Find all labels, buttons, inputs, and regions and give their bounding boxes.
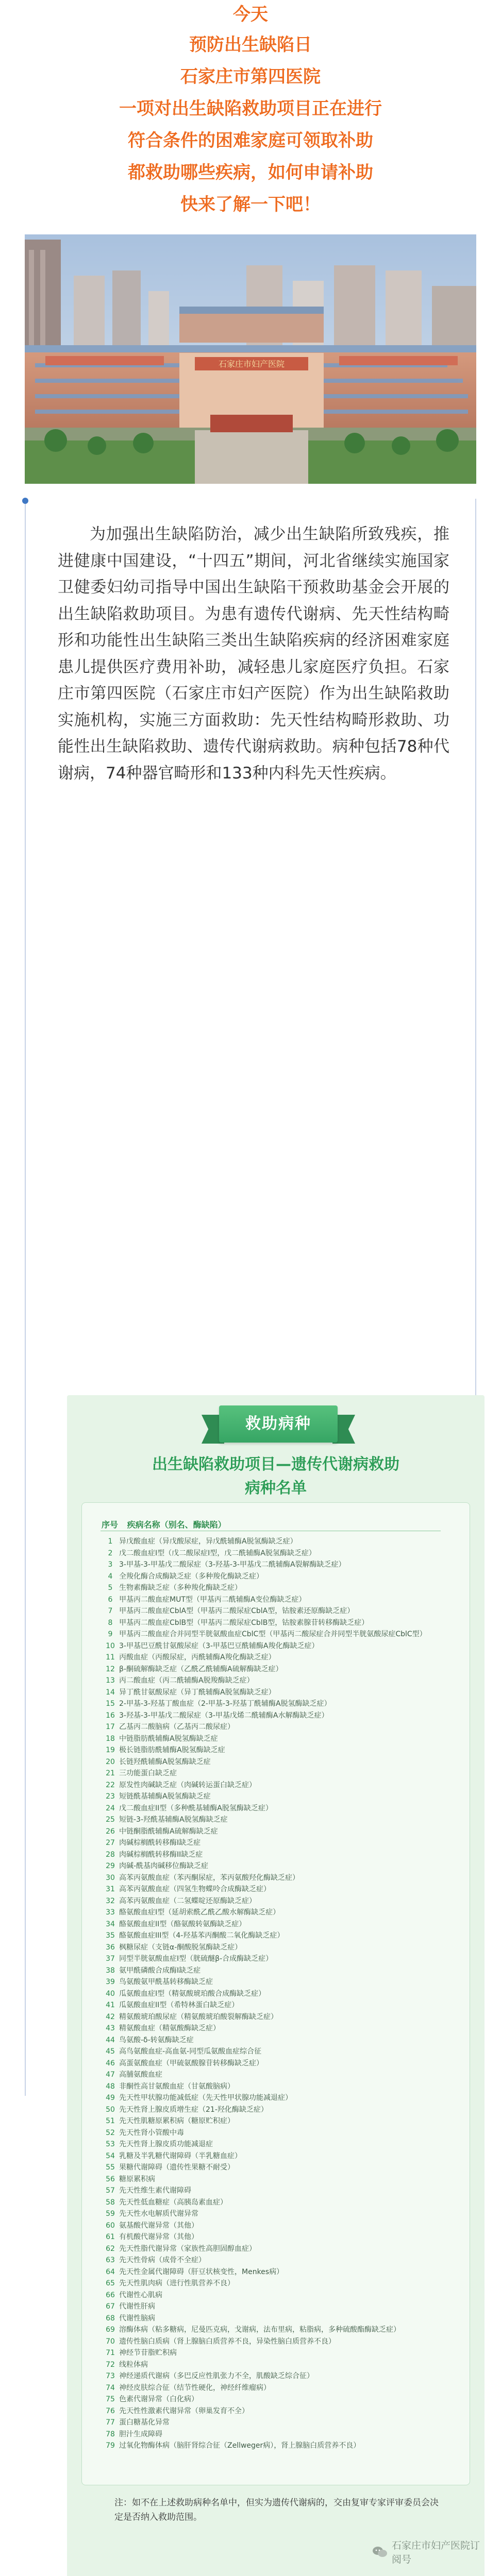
row-number: 5 bbox=[108, 1584, 113, 1592]
table-row bbox=[102, 2336, 462, 2348]
headline-line-5: 符合条件的困难家庭可领取补助 bbox=[128, 130, 373, 151]
row-disease-name: 先天性低血糖症（高胰岛素血症） bbox=[119, 2198, 227, 2207]
row-number: 65 bbox=[106, 2279, 115, 2287]
table-row bbox=[102, 1803, 462, 1815]
row-number: 14 bbox=[106, 1688, 115, 1697]
row-number: 68 bbox=[106, 2314, 115, 2323]
hospital-photo bbox=[25, 234, 476, 484]
row-disease-name: 肉碱-酰基肉碱移位酶缺乏症 bbox=[119, 1862, 209, 1870]
row-number: 44 bbox=[106, 2036, 115, 2044]
row-disease-name: 先天性维生素代谢障碍 bbox=[119, 2187, 191, 2195]
row-disease-name: 3-羟基-3-甲基戊二酸尿症（3-甲基戊烯二酰辅酶A水解酶缺乏症） bbox=[119, 1711, 329, 1720]
table-row bbox=[102, 2069, 462, 2081]
row-disease-name: 色素代谢异常（白化病） bbox=[119, 2395, 198, 2403]
table-row bbox=[102, 2255, 462, 2266]
row-disease-name: 生物素酶缺乏症（多种羧化酶缺乏症） bbox=[119, 1584, 242, 1592]
header-number: 序号 bbox=[102, 1520, 119, 1530]
row-number: 12 bbox=[106, 1665, 115, 1673]
table-row bbox=[102, 1652, 462, 1664]
table-row bbox=[102, 2197, 462, 2209]
table-row bbox=[102, 2382, 462, 2394]
row-number: 72 bbox=[106, 2360, 115, 2369]
row-number: 54 bbox=[106, 2151, 115, 2160]
table-row bbox=[102, 2290, 462, 2301]
row-disease-name: 非酮性高甘氨酸血症（甘氨酸脑病） bbox=[119, 2082, 235, 2091]
table-row bbox=[102, 2243, 462, 2255]
row-number: 40 bbox=[106, 1989, 115, 1998]
row-number: 13 bbox=[106, 1676, 115, 1685]
table-row bbox=[102, 1744, 462, 1756]
intro-paragraph: 为加强出生缺陷防治，减少出生缺陷所致残疾，推进健康中国建设，“十四五”期间，河北省继续实施国家卫健委妇幼司指导中国出生缺陷干预救助基金会开展的出生缺陷救助项目。为患有遗传代谢病、先天性结构畸形和功能性出生缺陷三类出生缺陷疾病的经济困难家庭患儿提供医疗费用补助，减轻患儿家庭医疗负担。石家庄市第四医院（石家庄市妇产医院）作为出生缺陷救助实施机构，实施三方面救助：先天性结构畸形救助、功能性出生缺陷救助、遗传代谢病救助。病种包括78种代谢病，74种器官畸形和133种内科先天性疾病。 bbox=[58, 525, 449, 783]
table-row bbox=[102, 2115, 462, 2127]
row-number: 35 bbox=[106, 1931, 115, 1940]
headline-line-2: 预防出生缺陷日 bbox=[189, 35, 312, 55]
row-number: 59 bbox=[106, 2210, 115, 2218]
row-disease-name: 酪氨酸血症III型（4-羟基苯丙酮酸二氧化酶缺乏症） bbox=[119, 1931, 285, 1940]
table-row bbox=[102, 1629, 462, 1640]
table-row bbox=[102, 2405, 462, 2417]
row-number: 28 bbox=[106, 1850, 115, 1859]
table-row bbox=[102, 1814, 462, 1826]
table-row bbox=[102, 1988, 462, 2000]
row-number: 77 bbox=[106, 2418, 115, 2427]
row-disease-name: 胆汁生成障碍 bbox=[119, 2430, 162, 2438]
headline-line-4: 一项对出生缺陷救助项目正在进行 bbox=[119, 98, 382, 119]
row-disease-name: 高苯丙氨酸血症（二氢蝶啶还原酶缺乏症） bbox=[119, 1896, 256, 1905]
row-number: 66 bbox=[106, 2291, 115, 2299]
row-disease-name: 代谢性脑病 bbox=[119, 2314, 155, 2323]
table-row bbox=[102, 1895, 462, 1907]
article-box bbox=[25, 499, 480, 2565]
row-disease-name: 短链酰基辅酶A脱氢酶缺乏症 bbox=[119, 1792, 211, 1801]
row-disease-name: 代谢性肝病 bbox=[119, 2302, 155, 2311]
building-sign: 石家庄市妇产医院 bbox=[218, 359, 285, 369]
headline-line-7: 快来了解一下吧！ bbox=[180, 194, 321, 215]
row-disease-name: 3-甲基-3-甲基戊二酸尿症（3-羟基-3-甲基戊二酰辅酶A裂解酶缺乏症） bbox=[119, 1561, 346, 1569]
row-disease-name: 溶酶体病（粘多糖病，尼曼匹克病，戈谢病，法布里病，粘脂病，多种硫酸酯酶缺乏症） bbox=[119, 2326, 400, 2334]
row-number: 57 bbox=[106, 2187, 115, 2195]
table-row bbox=[102, 2301, 462, 2313]
row-disease-name: 全羧化酶合成酶缺乏症（多种羧化酶缺乏症） bbox=[119, 1572, 263, 1581]
row-disease-name: 线粒体病 bbox=[119, 2360, 148, 2369]
row-number: 25 bbox=[106, 1816, 115, 1824]
row-number: 52 bbox=[106, 2128, 115, 2137]
row-disease-name: 2-甲基-3-羟基丁酸血症（2-甲基-3-羟基丁酰辅酶A脱氢酶缺乏症） bbox=[119, 1700, 331, 1708]
row-number: 64 bbox=[106, 2267, 115, 2276]
table-row bbox=[102, 1919, 462, 1930]
table-row bbox=[102, 2092, 462, 2104]
headline-line-1: 今天 bbox=[233, 4, 268, 25]
table-row bbox=[102, 1664, 462, 1675]
row-disease-name: 精氨酸琥珀酸尿症（精氨酸琥珀酸裂解酶缺乏症） bbox=[119, 2012, 278, 2021]
row-number: 16 bbox=[106, 1711, 115, 1720]
headline-line-3: 石家庄市第四医院 bbox=[180, 66, 321, 87]
table-row bbox=[102, 2023, 462, 2035]
row-number: 79 bbox=[106, 2442, 115, 2450]
row-number: 69 bbox=[106, 2326, 115, 2334]
table-row bbox=[102, 2058, 462, 2070]
row-number: 4 bbox=[108, 1572, 113, 1581]
banner-label: 救助病种 bbox=[245, 1415, 311, 1433]
row-disease-name: 过氧化物酶体病（脑肝肾综合征（Zellweger病），肾上腺脑白质营养不良） bbox=[119, 2442, 361, 2450]
row-disease-name: 戊二酸血症II型（多种酰基辅酶A脱氢酶缺乏症） bbox=[119, 1804, 273, 1812]
table-row bbox=[102, 2174, 462, 2185]
row-number: 21 bbox=[106, 1769, 115, 1777]
row-number: 29 bbox=[106, 1862, 115, 1870]
watermark-text: 石家庄市妇产医院订阅号 bbox=[392, 2540, 480, 2565]
row-disease-name: 先天性水电解质代谢异常 bbox=[119, 2210, 198, 2218]
table-row bbox=[102, 1733, 462, 1745]
row-disease-name: 肉碱棕榈酰转移酶I缺乏症 bbox=[119, 1839, 201, 1847]
row-disease-name: 先天性肌糖原累积病（糖原贮积症） bbox=[119, 2117, 235, 2125]
table-row bbox=[102, 2278, 462, 2290]
row-disease-name: 鸟氨酸氨甲酰基转移酶缺乏症 bbox=[119, 1978, 213, 1986]
row-disease-name: 甲基丙二酸血症合并同型半胱氨酸血症CblC型（甲基丙二酸尿症合并同型半胱氨酸尿症CblC型） bbox=[119, 1630, 427, 1638]
row-disease-name: 极长链脂肪酰辅酶A脱氢酶缺乏症 bbox=[119, 1746, 225, 1754]
disease-table bbox=[81, 1502, 470, 2485]
row-number: 51 bbox=[106, 2117, 115, 2125]
table-row bbox=[102, 2139, 462, 2150]
row-disease-name: 神经递质代谢病（多巴反应性肌张力不全，肌酸缺乏综合征） bbox=[119, 2372, 314, 2380]
row-number: 62 bbox=[106, 2244, 115, 2253]
row-disease-name: 丙二酸血症（丙二酰辅酶A脱羧酶缺乏症） bbox=[119, 1676, 254, 1685]
row-disease-name: 有机酸代谢异常（其他） bbox=[119, 2233, 198, 2241]
table-row bbox=[102, 2035, 462, 2046]
row-disease-name: 酪氨酸血症II型（酪氨酸转氨酶缺乏症） bbox=[119, 1920, 246, 1928]
row-number: 78 bbox=[106, 2430, 115, 2438]
row-disease-name: 瓜氨酸血症I型（精氨酸琥珀酸合成酶缺乏症） bbox=[119, 1989, 266, 1998]
row-disease-name: 乳糖及半乳糖代谢障碍（半乳糖血症） bbox=[119, 2151, 242, 2160]
row-number: 8 bbox=[108, 1618, 113, 1627]
row-number: 56 bbox=[106, 2175, 115, 2183]
row-number: 47 bbox=[106, 2071, 115, 2079]
row-disease-name: 酪氨酸血症I型（延胡索酰乙酰乙酸水解酶缺乏症） bbox=[119, 1908, 280, 1917]
row-disease-name: 乙基丙二酸脑病（乙基丙二酸尿症） bbox=[119, 1723, 235, 1731]
row-disease-name: 高脯氨酸血症 bbox=[119, 2071, 162, 2079]
table-row bbox=[102, 2394, 462, 2405]
table-row bbox=[102, 2208, 462, 2220]
table-row bbox=[102, 2313, 462, 2325]
row-disease-name: β-酮硫解酶缺乏症（乙酰乙酰辅酶A硫解酶缺乏症） bbox=[119, 1665, 283, 1673]
row-disease-name: 氨基酸代谢异常（其他） bbox=[119, 2221, 198, 2230]
row-number: 20 bbox=[106, 1757, 115, 1766]
row-number: 17 bbox=[106, 1723, 115, 1731]
table-row bbox=[102, 2220, 462, 2232]
row-disease-name: 高蛋氨酸血症（甲硫氨酸腺苷转移酶缺乏症） bbox=[119, 2059, 263, 2067]
row-number: 22 bbox=[106, 1781, 115, 1789]
table-row bbox=[102, 1791, 462, 1803]
row-number: 3 bbox=[108, 1561, 113, 1569]
table-row bbox=[102, 1571, 462, 1583]
table-row bbox=[102, 1780, 462, 1791]
row-disease-name: 同型半胱氨酸血症I型（胱硫醚β-合成酶缺乏症） bbox=[119, 1955, 273, 1963]
row-number: 7 bbox=[108, 1607, 113, 1615]
table-row bbox=[102, 1976, 462, 1988]
row-number: 49 bbox=[106, 2094, 115, 2102]
row-number: 41 bbox=[106, 2001, 115, 2009]
row-disease-name: 糖原累积病 bbox=[119, 2175, 155, 2183]
row-disease-name: 先天性肌肉病（进行性肌营养不良） bbox=[119, 2279, 235, 2287]
row-disease-name: 精氨酸血症（精氨酸酶缺乏症） bbox=[119, 2024, 220, 2032]
table-row bbox=[102, 2185, 462, 2197]
row-number: 30 bbox=[106, 1873, 115, 1882]
blue-dot-icon bbox=[22, 498, 28, 504]
row-disease-name: 甲基丙二酸血症MUT型（甲基丙二酰辅酶A变位酶缺乏症） bbox=[119, 1595, 306, 1604]
row-disease-name: 中链脂肪酰辅酶A脱氢酶缺乏症 bbox=[119, 1734, 218, 1743]
header-disease-name: 疾病名称（别名、酶缺陷） bbox=[127, 1520, 226, 1530]
table-row bbox=[102, 1756, 462, 1768]
table-row bbox=[102, 2011, 462, 2023]
row-number: 39 bbox=[106, 1978, 115, 1986]
wechat-icon bbox=[372, 2546, 388, 2558]
table-row bbox=[102, 2231, 462, 2243]
row-number: 32 bbox=[106, 1896, 115, 1905]
table-row bbox=[102, 2046, 462, 2058]
row-number: 11 bbox=[106, 1653, 115, 1662]
row-disease-name: 先天性金属代谢障碍（肝豆状核变性，Menkes病） bbox=[119, 2267, 284, 2276]
row-disease-name: 短链-3-羟酰基辅酶A脱氢酶缺乏症 bbox=[119, 1816, 228, 1824]
row-disease-name: 果糖代谢障碍（遗传性果糖不耐受） bbox=[119, 2163, 235, 2172]
table-row bbox=[102, 1640, 462, 1652]
row-number: 36 bbox=[106, 1943, 115, 1952]
table-row bbox=[102, 2127, 462, 2139]
table-row bbox=[102, 1942, 462, 1954]
row-disease-name: 代谢性心肌病 bbox=[119, 2291, 162, 2299]
row-disease-name: 异丁酰甘氨酸尿症（异丁酰辅酶A脱氢酶缺乏症） bbox=[119, 1688, 276, 1697]
table-row bbox=[102, 1953, 462, 1965]
row-number: 27 bbox=[106, 1839, 115, 1847]
row-number: 10 bbox=[106, 1641, 115, 1650]
table-rows bbox=[102, 1536, 462, 2452]
row-number: 38 bbox=[106, 1966, 115, 1975]
row-number: 70 bbox=[106, 2337, 115, 2346]
row-number: 71 bbox=[106, 2349, 115, 2357]
row-disease-name: 高鸟氨酸血症-高血氨-同型瓜氨酸血症综合征 bbox=[119, 2047, 262, 2056]
row-disease-name: 先天性肾小管酸中毒 bbox=[119, 2128, 184, 2137]
row-number: 76 bbox=[106, 2406, 115, 2415]
table-row bbox=[102, 1687, 462, 1699]
row-number: 37 bbox=[106, 1955, 115, 1963]
row-number: 15 bbox=[106, 1700, 115, 1708]
table-row bbox=[102, 1721, 462, 1733]
banner bbox=[219, 1405, 338, 1443]
row-number: 24 bbox=[106, 1804, 115, 1812]
row-number: 23 bbox=[106, 1792, 115, 1801]
row-number: 67 bbox=[106, 2302, 115, 2311]
table-row bbox=[102, 1710, 462, 1722]
row-disease-name: 戊二酸血症I型（戊二酸尿症I型，戊二酰辅酶A脱氢酶缺乏症） bbox=[119, 1549, 316, 1557]
row-disease-name: 甲基丙二酸血症CblB型（甲基丙二酸尿症CblB型，钴胺素腺苷转移酶缺乏症） bbox=[119, 1618, 369, 1627]
row-disease-name: 肉碱棕榈酰转移酶II缺乏症 bbox=[119, 1850, 203, 1859]
row-number: 74 bbox=[106, 2383, 115, 2392]
row-disease-name: 氨甲酰磷酸合成酶I缺乏症 bbox=[119, 1966, 201, 1975]
table-header bbox=[102, 1518, 232, 1530]
row-number: 46 bbox=[106, 2059, 115, 2067]
row-number: 31 bbox=[106, 1885, 115, 1893]
table-row bbox=[102, 2081, 462, 2093]
table-row bbox=[102, 2440, 462, 2452]
table-row bbox=[102, 2104, 462, 2116]
row-number: 6 bbox=[108, 1595, 113, 1604]
row-number: 61 bbox=[106, 2233, 115, 2241]
table-row bbox=[102, 1582, 462, 1594]
table-row bbox=[102, 1559, 462, 1571]
row-number: 73 bbox=[106, 2372, 115, 2380]
row-disease-name: 先天性脂代谢异常（家族性高胆固醇血症） bbox=[119, 2244, 256, 2253]
headline bbox=[0, 0, 501, 221]
table-row bbox=[102, 1675, 462, 1687]
table-row bbox=[102, 1768, 462, 1780]
row-number: 1 bbox=[108, 1537, 113, 1546]
table-row bbox=[102, 1548, 462, 1560]
row-number: 60 bbox=[106, 2221, 115, 2230]
table-row bbox=[102, 1999, 462, 2011]
row-disease-name: 先天性性激素代谢异常（卵巢发育不全） bbox=[119, 2406, 249, 2415]
table-row bbox=[102, 1617, 462, 1629]
row-disease-name: 遗传性脑白质病（肾上腺脑白质营养不良，异染性脑白质营养不良） bbox=[119, 2337, 336, 2346]
list-title-line-1: 出生缺陷救助项目—遗传代谢病救助 bbox=[152, 1455, 399, 1473]
row-number: 75 bbox=[106, 2395, 115, 2403]
row-number: 42 bbox=[106, 2012, 115, 2021]
row-disease-name: 瓜氨酸血症II型（希特林蛋白缺乏症） bbox=[119, 2001, 239, 2009]
table-row bbox=[102, 1930, 462, 1942]
row-disease-name: 先天性甲状腺功能减低症（先天性甲状腺功能减退症） bbox=[119, 2094, 292, 2102]
headline-line-6: 都救助哪些疾病，如何申请补助 bbox=[128, 162, 373, 183]
table-row bbox=[102, 1872, 462, 1884]
table-row bbox=[102, 1965, 462, 1977]
row-disease-name: 鸟氨酸-δ-转氨酶缺乏症 bbox=[119, 2036, 194, 2044]
list-title bbox=[67, 1453, 485, 1500]
row-number: 58 bbox=[106, 2198, 115, 2207]
row-number: 53 bbox=[106, 2140, 115, 2148]
table-row bbox=[102, 2324, 462, 2336]
row-disease-name: 高苯丙氨酸血症（苯丙酮尿症，苯丙氨酸羟化酶缺乏症） bbox=[119, 1873, 299, 1882]
table-row bbox=[102, 2266, 462, 2278]
row-disease-name: 先天性肾上腺皮质增生症（21-羟化酶缺乏症） bbox=[119, 2105, 268, 2114]
row-number: 33 bbox=[106, 1908, 115, 1917]
row-disease-name: 先天性骨病（成骨不全症） bbox=[119, 2256, 206, 2264]
table-row bbox=[102, 1698, 462, 1710]
table-row bbox=[102, 1826, 462, 1838]
table-row bbox=[102, 2417, 462, 2429]
row-disease-name: 甲基丙二酸血症CblA型（甲基丙二酸尿症CblA型，钴胺素还原酶缺乏症） bbox=[119, 1607, 355, 1615]
table-row bbox=[102, 2162, 462, 2174]
table-row bbox=[102, 1536, 462, 1548]
table-row bbox=[102, 1849, 462, 1861]
table-row bbox=[102, 1605, 462, 1617]
row-disease-name: 神经节苷脂贮积病 bbox=[119, 2349, 177, 2357]
row-disease-name: 高苯丙氨酸血症（四氢生物蝶呤合成酶缺乏症） bbox=[119, 1885, 271, 1893]
row-disease-name: 长链羟酰辅酶A脱氢酶缺乏症 bbox=[119, 1757, 211, 1766]
row-number: 50 bbox=[106, 2105, 115, 2114]
table-row bbox=[102, 2347, 462, 2359]
row-disease-name: 枫糖尿症（支链α-酮酸脱氢酶缺乏症） bbox=[119, 1943, 242, 1952]
row-disease-name: 3-甲基巴豆酰甘氨酸尿症（3-甲基巴豆酰辅酶A羧化酶缺乏症） bbox=[119, 1641, 319, 1650]
table-row bbox=[102, 2150, 462, 2162]
row-disease-name: 中链酮脂酰辅酶A硫解酶缺乏症 bbox=[119, 1827, 218, 1836]
row-number: 18 bbox=[106, 1734, 115, 1743]
row-number: 19 bbox=[106, 1746, 115, 1754]
row-number: 9 bbox=[108, 1630, 113, 1638]
row-disease-name: 三功能蛋白缺乏症 bbox=[119, 1769, 177, 1777]
table-row bbox=[102, 1907, 462, 1919]
row-disease-name: 先天性肾上腺皮质功能减退症 bbox=[119, 2140, 213, 2148]
row-number: 48 bbox=[106, 2082, 115, 2091]
row-number: 43 bbox=[106, 2024, 115, 2032]
table-row bbox=[102, 1884, 462, 1895]
row-number: 34 bbox=[106, 1920, 115, 1928]
footnote: 注：如不在上述救助病种名单中，但实为遗传代谢病的，交由复审专家评审委员会决定是否纳入救助范围。 bbox=[114, 2498, 439, 2522]
row-disease-name: 蛋白糖基化异常 bbox=[119, 2418, 170, 2427]
table-row bbox=[102, 1860, 462, 1872]
row-disease-name: 原发性肉碱缺乏症（肉碱转运蛋白缺乏症） bbox=[119, 1781, 256, 1789]
row-disease-name: 异戊酸血症（异戊酸尿症，异戊酰辅酶A脱氢酶缺乏症） bbox=[119, 1537, 297, 1546]
table-row bbox=[102, 2370, 462, 2382]
row-number: 55 bbox=[106, 2163, 115, 2172]
disease-list-card bbox=[67, 1395, 485, 2576]
row-disease-name: 丙酸血症（丙酸尿症，丙酰辅酶A羧化酶缺乏症） bbox=[119, 1653, 276, 1662]
row-disease-name: 神经皮肤综合征（结节性硬化，神经纤维瘤病） bbox=[119, 2383, 271, 2392]
row-number: 45 bbox=[106, 2047, 115, 2056]
table-row bbox=[102, 1837, 462, 1849]
row-number: 2 bbox=[108, 1549, 113, 1557]
row-number: 63 bbox=[106, 2256, 115, 2264]
watermark bbox=[372, 2538, 485, 2566]
list-title-line-2: 病种名单 bbox=[245, 1479, 307, 1497]
table-row bbox=[102, 2359, 462, 2371]
row-number: 26 bbox=[106, 1827, 115, 1836]
table-row bbox=[102, 1594, 462, 1606]
table-row bbox=[102, 2429, 462, 2441]
